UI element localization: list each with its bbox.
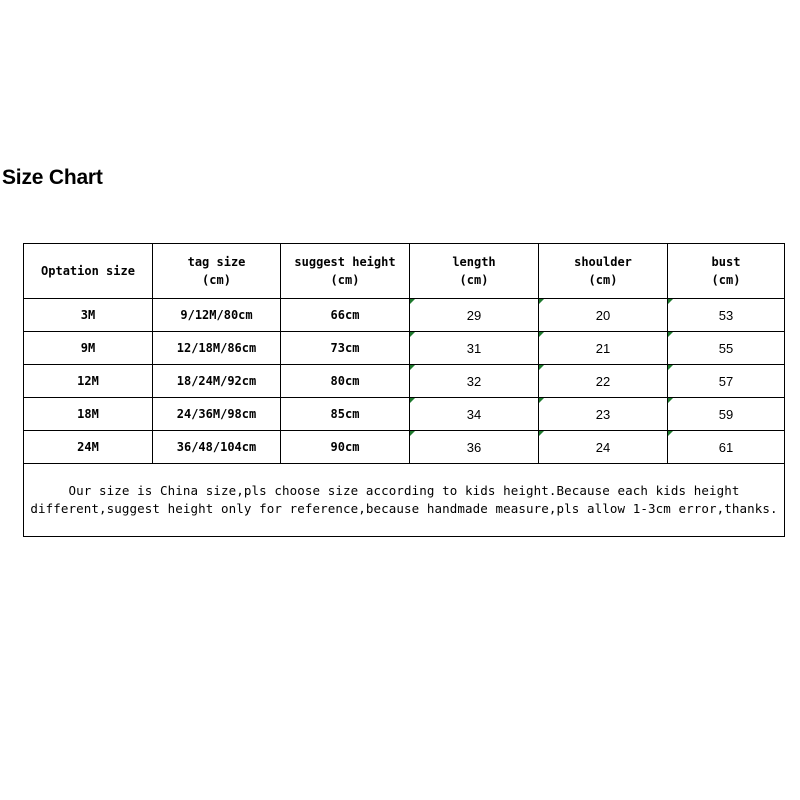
header-unit: (cm) [459, 273, 489, 287]
cell-marker [539, 365, 544, 370]
table-header [24, 244, 785, 299]
cell-optation-size: 12M [24, 365, 153, 398]
table-body [24, 299, 785, 537]
cell-value: 23 [595, 406, 611, 422]
header-unit: (cm) [330, 273, 360, 287]
header-label: tag size [187, 255, 246, 269]
cell-marker [668, 332, 673, 337]
header-shoulder [539, 244, 668, 299]
header-tag-size [153, 244, 281, 299]
header-unit: (cm) [588, 273, 618, 287]
cell-length [410, 398, 539, 431]
size-note: Our size is China size,pls choose size according to kids height.Because each kids height different,suggest height only for reference,because handmade measure,pls allow 1-3cm error,thanks. [24, 464, 785, 537]
cell-tag-size: 9/12M/80cm [153, 299, 281, 332]
cell-length [410, 365, 539, 398]
table-row [24, 332, 785, 365]
header-label: length [452, 255, 496, 269]
cell-value: 57 [718, 373, 734, 389]
header-label: suggest height [294, 255, 396, 269]
page-title: Size Chart [2, 166, 103, 189]
cell-tag-size: 18/24M/92cm [153, 365, 281, 398]
cell-value: 22 [595, 373, 611, 389]
cell-marker [539, 431, 544, 436]
cell-value: 59 [718, 406, 734, 422]
header-label: Optation size [41, 264, 135, 278]
cell-tag-size: 24/36M/98cm [153, 398, 281, 431]
header-unit: (cm) [711, 273, 741, 287]
cell-bust [668, 365, 785, 398]
cell-value: 34 [466, 406, 482, 422]
cell-marker [539, 299, 544, 304]
cell-marker [668, 365, 673, 370]
header-unit: (cm) [202, 273, 231, 287]
header-suggest-height [281, 244, 410, 299]
size-chart-table [23, 243, 785, 537]
cell-value: 31 [466, 340, 482, 356]
note-row [24, 464, 785, 537]
cell-length [410, 332, 539, 365]
cell-suggest-height: 90cm [281, 431, 410, 464]
cell-value: 24 [595, 439, 611, 455]
cell-bust [668, 398, 785, 431]
cell-tag-size: 12/18M/86cm [153, 332, 281, 365]
cell-value: 55 [718, 340, 734, 356]
header-label: shoulder [574, 255, 632, 269]
table-row [24, 431, 785, 464]
table-row [24, 398, 785, 431]
cell-value: 29 [466, 307, 482, 323]
cell-value: 53 [718, 307, 734, 323]
cell-value: 20 [595, 307, 611, 323]
cell-marker [539, 332, 544, 337]
cell-marker [668, 299, 673, 304]
header-bust [668, 244, 785, 299]
cell-marker [410, 431, 415, 436]
cell-marker [410, 332, 415, 337]
cell-tag-size: 36/48/104cm [153, 431, 281, 464]
cell-optation-size: 18M [24, 398, 153, 431]
cell-marker [668, 431, 673, 436]
cell-suggest-height: 80cm [281, 365, 410, 398]
cell-suggest-height: 85cm [281, 398, 410, 431]
cell-marker [410, 398, 415, 403]
cell-optation-size: 9M [24, 332, 153, 365]
cell-value: 36 [466, 439, 482, 455]
cell-length [410, 299, 539, 332]
cell-optation-size: 24M [24, 431, 153, 464]
cell-value: 21 [595, 340, 611, 356]
cell-suggest-height: 73cm [281, 332, 410, 365]
cell-length [410, 431, 539, 464]
table-row [24, 299, 785, 332]
cell-suggest-height: 66cm [281, 299, 410, 332]
cell-shoulder [539, 365, 668, 398]
cell-marker [410, 299, 415, 304]
cell-marker [539, 398, 544, 403]
table-row [24, 365, 785, 398]
cell-optation-size: 3M [24, 299, 153, 332]
cell-shoulder [539, 431, 668, 464]
header-optation-size [24, 244, 153, 299]
header-length [410, 244, 539, 299]
cell-shoulder [539, 299, 668, 332]
cell-value: 32 [466, 373, 482, 389]
cell-bust [668, 332, 785, 365]
cell-marker [410, 365, 415, 370]
header-label: bust [711, 255, 741, 269]
cell-shoulder [539, 332, 668, 365]
cell-bust [668, 431, 785, 464]
cell-shoulder [539, 398, 668, 431]
cell-value: 61 [718, 439, 734, 455]
header-row [24, 244, 785, 299]
cell-marker [668, 398, 673, 403]
cell-bust [668, 299, 785, 332]
